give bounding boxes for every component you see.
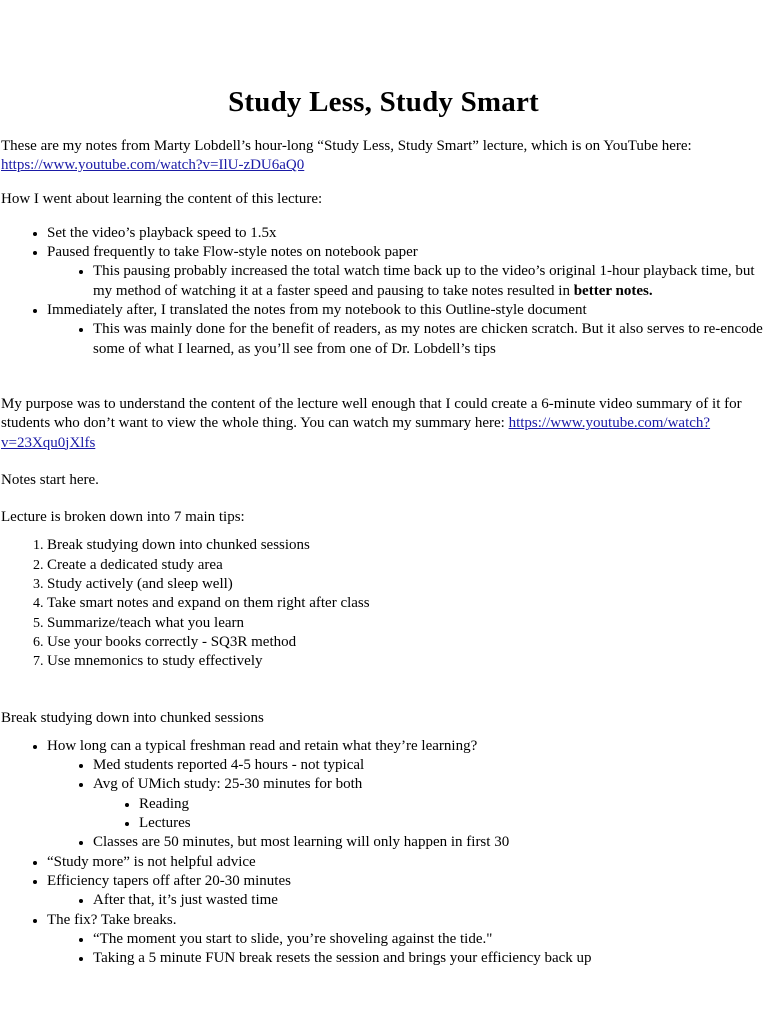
list-item: • “The moment you start to slide, you’re shoveling against the tide." — [93, 930, 766, 949]
sub-list — [47, 320, 766, 359]
sub-sub-list — [93, 795, 766, 834]
method-list — [1, 224, 766, 359]
list-item-text: The fix? Take breaks. — [47, 911, 177, 928]
list-item-text: Avg of UMich study: 25-30 minutes for both — [93, 776, 363, 793]
notes-start: Notes start here. — [1, 471, 99, 488]
sub-list — [47, 891, 766, 910]
list-item: • Lectures — [139, 814, 766, 833]
sub-list — [47, 262, 766, 301]
list-item — [47, 872, 766, 911]
intro-paragraph — [1, 137, 766, 176]
tip-item: 7. Use mnemonics to study effectively — [47, 652, 766, 671]
intro-text: These are my notes from Marty Lobdell’s hour-long “Study Less, Study Smart” lecture, which is on YouTube here: — [1, 138, 692, 154]
tip-item: 2. Create a dedicated study area — [47, 556, 766, 575]
list-item-text: Paused frequently to take Flow-style notes on notebook paper — [47, 244, 418, 261]
sub-list — [47, 756, 766, 852]
list-item: • After that, it’s just wasted time — [93, 891, 766, 910]
tip-item: 4. Take smart notes and expand on them right after class — [47, 594, 766, 613]
list-item-text: How long can a typical freshman read and retain what they’re learning? — [47, 737, 478, 754]
list-item: • Classes are 50 minutes, but most learning will only happen in first 30 — [93, 833, 766, 852]
list-item-text: Immediately after, I translated the notes from my notebook to this Outline-style document — [47, 302, 587, 319]
chunked-list — [1, 737, 766, 969]
lecture-heading: Lecture is broken down into 7 main tips: — [1, 509, 245, 526]
list-item — [93, 262, 766, 301]
document-page — [1, 0, 766, 968]
tips-list — [1, 536, 766, 671]
tip-item: 6. Use your books correctly - SQ3R method — [47, 633, 766, 652]
list-item-text: This pausing probably increased the total watch time back up to the video’s original 1-hour playback time, but my method of watching it at a faster speed and pausing to take notes resulted in — [93, 263, 755, 299]
sub-list — [47, 930, 766, 969]
tip-item: 1. Break studying down into chunked sessions — [47, 536, 766, 555]
list-item-text: Efficiency tapers off after 20-30 minutes — [47, 872, 291, 889]
lecture-youtube-link[interactable]: https://www.youtube.com/watch?v=IlU-zDU6aQ0 — [1, 157, 305, 174]
document-title: Study Less, Study Smart — [228, 86, 539, 118]
list-item: • “Study more” is not helpful advice — [47, 853, 766, 872]
section-heading-chunked: Break studying down into chunked sessions — [1, 709, 264, 726]
list-item: • Med students reported 4-5 hours - not typical — [93, 756, 766, 775]
list-item — [47, 224, 766, 243]
list-item: • Taking a 5 minute FUN break resets the session and brings your efficiency back up — [93, 949, 766, 968]
list-item — [47, 911, 766, 969]
list-item — [47, 301, 766, 359]
list-item — [93, 320, 766, 359]
how-heading: How I went about learning the content of this lecture: — [1, 190, 323, 207]
list-item-text: Set the video’s playback speed to 1.5x — [47, 224, 277, 241]
bold-text: better notes. — [573, 282, 653, 299]
purpose-paragraph — [1, 395, 766, 453]
list-item — [93, 775, 766, 833]
list-item — [47, 737, 766, 853]
tip-item: 3. Study actively (and sleep well) — [47, 575, 766, 594]
list-item: • Reading — [139, 795, 766, 814]
list-item — [47, 243, 766, 301]
list-item-text: This was mainly done for the benefit of readers, as my notes are chicken scratch. But it also serves to re-encode some of what I learned, as you’ll see from one of Dr. Lobdell’s tips — [93, 321, 763, 357]
purpose-text: My purpose was to understand the content of the lecture well enough that I could create a 6-minute video summary of it for students who don’t want to view the whole thing. You can watch my summary here: — [1, 395, 742, 432]
summary-youtube-link[interactable]: https://www.youtube.com/watch?v=23Xqu0jXlfs — [1, 415, 711, 451]
tip-item: 5. Summarize/teach what you learn — [47, 614, 766, 633]
